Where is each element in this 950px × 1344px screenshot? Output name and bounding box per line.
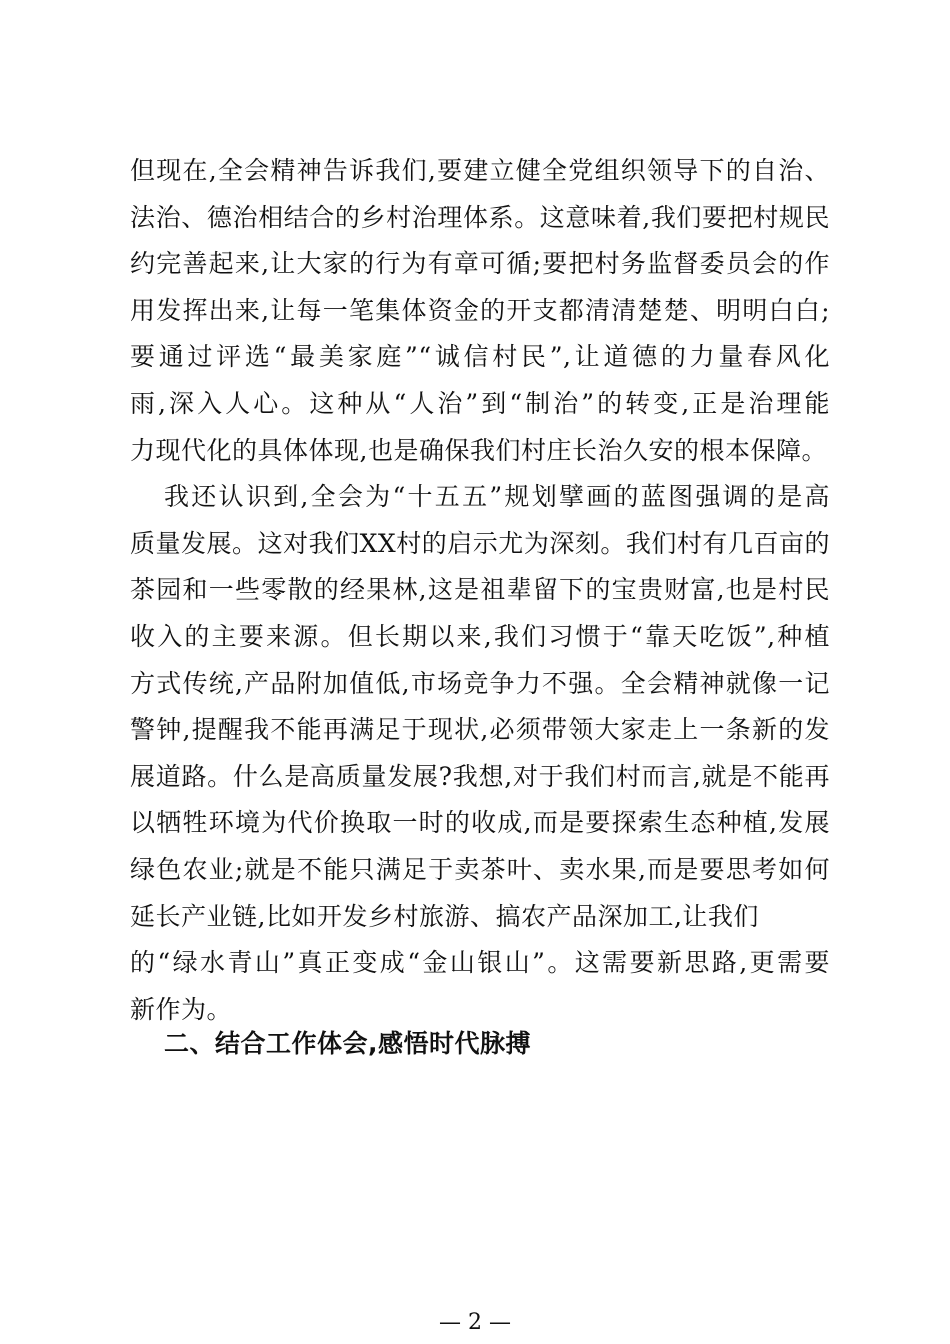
paragraph-line: 但现在,全会精神告诉我们,要建立健全党组织领导下的自治、 [130, 156, 830, 185]
paragraph-line: 茶园和一些零散的经果林,这是祖辈留下的宝贵财富,也是村民 [130, 575, 830, 605]
paragraph-line: 绿色农业;就是不能只满足于卖茶叶、卖水果,而是要思考如何 [130, 854, 830, 884]
paragraph-line: 警钟,提醒我不能再满足于现状,必须带领大家走上一条新的发 [130, 715, 830, 745]
paragraph-line: 质量发展。这对我们XX村的启示尤为深刻。我们村有几百亩的 [130, 528, 830, 558]
paragraph-line: 的“绿水青山”真正变成“金山银山”。这需要新思路,更需要 [130, 948, 830, 978]
section-heading: 二、结合工作体会,感悟时代脉搏 [164, 1029, 531, 1058]
paragraph-line: 雨,深入人心。这种从“人治”到“制治”的转变,正是治理能 [130, 388, 830, 418]
paragraph-line: 用发挥出来,让每一笔集体资金的开支都清清楚楚、明明白白; [130, 295, 830, 325]
paragraph-line: 力现代化的具体体现,也是确保我们村庄长治久安的根本保障。 [130, 435, 827, 465]
body-text [130, 148, 830, 1033]
page-number: — 2 — [439, 1310, 511, 1335]
paragraph-line: 延长产业链,比如开发乡村旅游、搞农产品深加工,让我们 [130, 901, 759, 931]
paragraph-line: 法治、德治相结合的乡村治理体系。这意味着,我们要把村规民 [130, 202, 830, 232]
paragraph-line: 展道路。什么是高质量发展?我想,对于我们村而言,就是不能再 [130, 761, 830, 791]
paragraph-line: 我还认识到,全会为“十五五”规划擘画的蓝图强调的是高 [164, 482, 830, 512]
paragraph-line: 方式传统,产品附加值低,市场竞争力不强。全会精神就像一记 [130, 668, 830, 698]
paragraph-line: 新作为。 [130, 994, 233, 1024]
paragraph-line: 以牺牲环境为代价换取一时的收成,而是要探索生态种植,发展 [130, 808, 830, 838]
paragraph-line: 要通过评选“最美家庭”“诚信村民”,让道德的力量春风化 [130, 342, 830, 372]
paragraph-line: 收入的主要来源。但长期以来,我们习惯于“靠天吃饭”,种植 [130, 621, 830, 651]
paragraph-line: 约完善起来,让大家的行为有章可循;要把村务监督委员会的作 [130, 249, 830, 279]
